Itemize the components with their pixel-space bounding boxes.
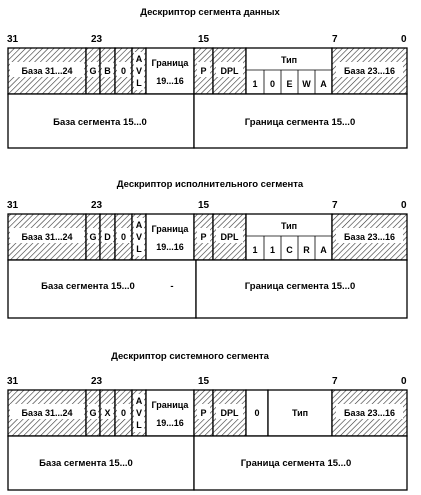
limit-19-16-field <box>146 214 194 260</box>
base-15-0-label: База сегмента 15...0 <box>53 117 147 128</box>
g-label: G <box>89 66 97 76</box>
limit-hi-label-2: 19...16 <box>156 418 184 428</box>
avl-l-label: L <box>136 420 142 430</box>
dpl-label: DPL <box>220 408 239 418</box>
p-label: P <box>200 66 207 76</box>
base-15-0-label: База сегмента 15...0 <box>41 281 135 292</box>
limit-15-0-label: Граница сегмента 15...0 <box>240 458 352 469</box>
base-31-24-label: База 31...24 <box>21 66 73 76</box>
diagram-title: Дескриптор исполнительного сегмента <box>116 179 304 190</box>
bit-15-label: 15 <box>198 376 210 387</box>
limit-15-0-label: Граница сегмента 15...0 <box>244 281 356 292</box>
bit-0-label: 0 <box>401 376 407 387</box>
dpl-label: DPL <box>220 66 239 76</box>
type-bit: A <box>320 245 327 255</box>
type-bit: 0 <box>269 79 276 89</box>
type-title: Тип <box>280 55 298 65</box>
zero-label: 0 <box>120 232 127 242</box>
type-bit: A <box>320 79 327 89</box>
avl-l-label: L <box>136 78 142 88</box>
avl-v-label: V <box>135 408 143 418</box>
type-bit: R <box>303 245 310 255</box>
x-label: X <box>104 408 111 418</box>
type-bit: E <box>286 79 293 89</box>
avl-a-label: A <box>135 220 143 230</box>
base-31-24-label: База 31...24 <box>21 408 73 418</box>
type-title: Тип <box>280 221 298 231</box>
base-23-16-label: База 23...16 <box>344 408 395 418</box>
type-bit: 1 <box>252 245 258 255</box>
limit-19-16-field <box>146 48 194 94</box>
avl-a-label: A <box>135 396 143 406</box>
bit-31-label: 31 <box>7 34 19 45</box>
type-bit: 1 <box>269 245 276 255</box>
d-label: D <box>104 232 111 242</box>
bit-23-label: 23 <box>91 376 103 387</box>
g-label: G <box>89 408 97 418</box>
zero-label: 0 <box>120 408 127 418</box>
base-15-0-label: База сегмента 15...0 <box>39 458 133 469</box>
limit-hi-label-2: 19...16 <box>156 76 184 86</box>
s-zero-label: 0 <box>254 408 260 418</box>
p-label: P <box>200 232 207 242</box>
limit-hi-label-1: Граница <box>151 224 189 234</box>
bit-15-label: 15 <box>198 200 210 211</box>
bit-7-label: 7 <box>332 376 338 387</box>
bit-15-label: 15 <box>198 34 210 45</box>
dpl-label: DPL <box>220 232 239 242</box>
avl-v-label: V <box>135 232 143 242</box>
dash-mark: - <box>170 281 174 292</box>
bit-7-label: 7 <box>332 200 338 211</box>
type-bit: 1 <box>252 79 258 89</box>
type-bit: W <box>302 79 311 89</box>
avl-a-label: A <box>135 54 143 64</box>
limit-hi-label-1: Граница <box>151 400 189 410</box>
bit-31-label: 31 <box>7 376 19 387</box>
b-label: B <box>104 66 111 76</box>
base-31-24-label: База 31...24 <box>21 232 73 242</box>
base-23-16-label: База 23...16 <box>344 66 395 76</box>
descriptor-data-segment <box>7 7 407 148</box>
bit-7-label: 7 <box>332 34 338 45</box>
bit-0-label: 0 <box>401 200 407 211</box>
g-label: G <box>89 232 97 242</box>
diagram-title: Дескриптор системного сегмента <box>111 351 269 362</box>
limit-hi-label-1: Граница <box>151 58 189 68</box>
limit-15-0-label: Граница сегмента 15...0 <box>244 117 356 128</box>
bit-31-label: 31 <box>7 200 19 211</box>
limit-19-16-field <box>146 390 194 436</box>
avl-v-label: V <box>135 66 143 76</box>
p-label: P <box>200 408 207 418</box>
descriptor-code-segment <box>7 179 407 318</box>
bit-23-label: 23 <box>91 200 103 211</box>
descriptor-system-segment <box>7 351 407 490</box>
avl-l-label: L <box>136 244 142 254</box>
type-title: Тип <box>291 408 309 418</box>
bit-0-label: 0 <box>401 34 407 45</box>
limit-hi-label-2: 19...16 <box>156 242 184 252</box>
base-23-16-label: База 23...16 <box>344 232 395 242</box>
type-bit: C <box>286 245 293 255</box>
zero-label: 0 <box>120 66 127 76</box>
diagram-title: Дескриптор сегмента данных <box>140 7 280 18</box>
bit-23-label: 23 <box>91 34 103 45</box>
